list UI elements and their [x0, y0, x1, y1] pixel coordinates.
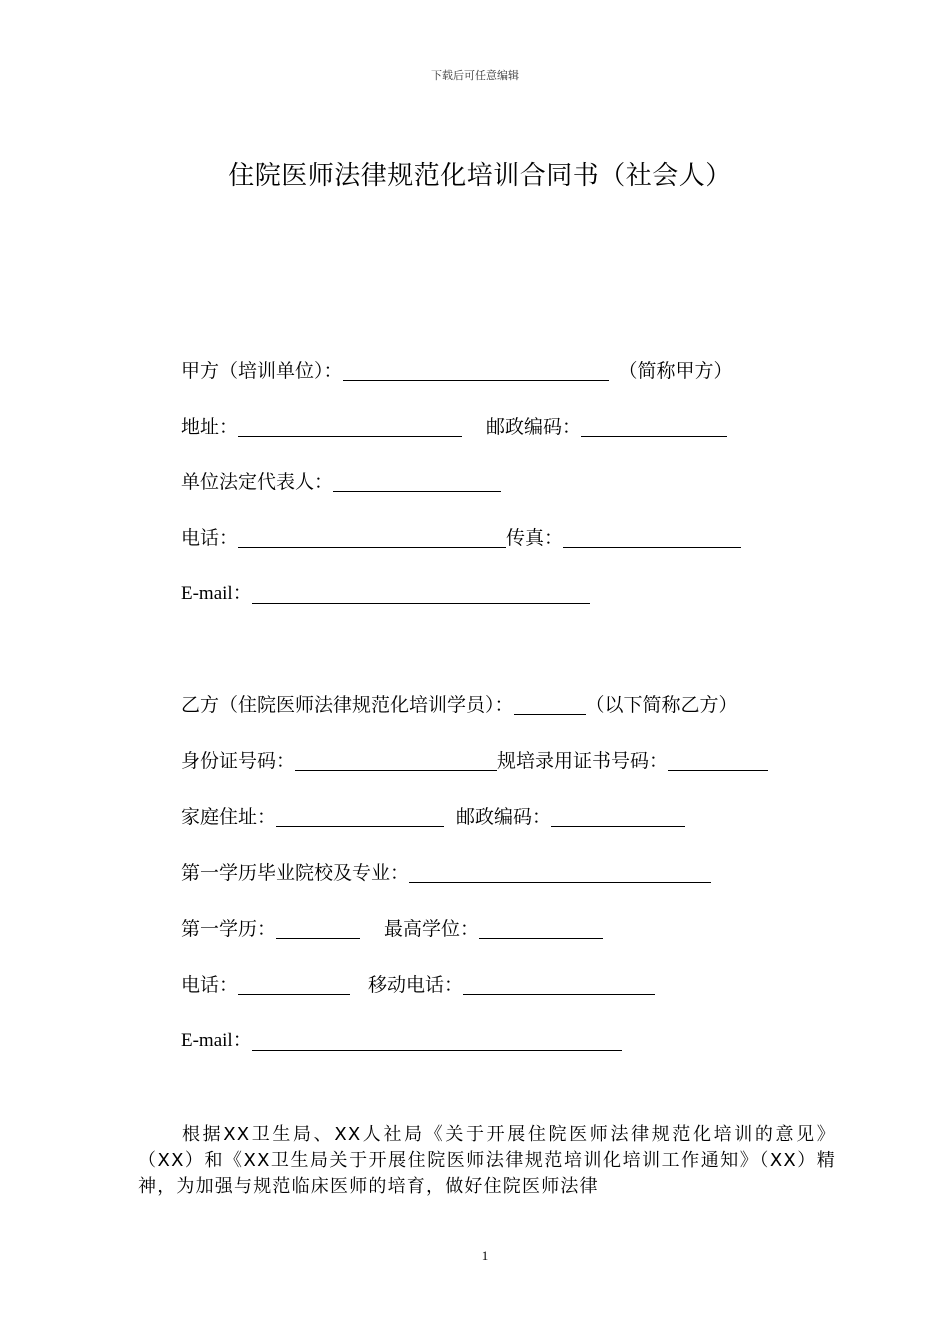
party-b-edu-field[interactable]	[276, 918, 360, 939]
party-b-mobile-label: 移动电话：	[368, 974, 464, 996]
party-b-email-row	[181, 1028, 622, 1054]
party-b-phone-label: 电话：	[181, 974, 239, 996]
party-b-name-label: 乙方（住院医师法律规范化培训学员）：	[181, 694, 514, 716]
party-a-fax-label: 传真：	[506, 527, 564, 549]
party-b-phone-row	[181, 972, 655, 998]
party-b-cert-field[interactable]	[668, 750, 768, 771]
party-a-name-label: 甲方（培训单位）：	[181, 360, 343, 382]
party-b-degree-label: 最高学位：	[384, 918, 480, 940]
party-a-address-field[interactable]	[238, 416, 462, 437]
party-a-address-row	[181, 414, 727, 440]
party-a-phone-field[interactable]	[238, 527, 506, 548]
party-b-postcode-field[interactable]	[551, 806, 685, 827]
party-b-email-field[interactable]	[252, 1030, 622, 1051]
party-a-email-field[interactable]	[252, 583, 590, 604]
party-b-id-label: 身份证号码：	[181, 750, 296, 772]
party-a-rep-label: 单位法定代表人：	[181, 471, 334, 493]
party-b-degree-field[interactable]	[479, 918, 603, 939]
party-a-rep-row	[181, 469, 501, 495]
page-number: 1	[481, 1248, 489, 1263]
party-b-home-field[interactable]	[276, 806, 444, 827]
party-a-postcode-field[interactable]	[581, 416, 727, 437]
party-b-school-field[interactable]	[409, 862, 711, 883]
party-b-home-row	[181, 804, 685, 830]
party-b-name-field[interactable]	[514, 694, 586, 715]
header-note: 下载后可任意编辑	[431, 69, 519, 82]
party-b-mobile-field[interactable]	[463, 974, 655, 995]
party-b-email-label: E-mail：	[181, 1030, 252, 1051]
party-b-name-row	[181, 692, 738, 718]
party-b-school-row	[181, 860, 711, 886]
party-a-name-row	[181, 358, 733, 384]
party-b-id-row	[181, 748, 768, 774]
party-b-edu-label: 第一学历：	[181, 918, 277, 940]
contract-title: 住院医师法律规范化培训合同书（社会人）	[228, 161, 732, 191]
party-a-rep-field[interactable]	[333, 471, 501, 492]
contract-paragraph: 根据XX卫生局、XX人社局《关于开展住院医师法律规范化培训的意见》（XX）和《XX卫生局关于开展住院医师法律规范培训化培训工作通知》（XX）精神，为加强与规范临床医师的培育，做好住院医师法律	[138, 1124, 836, 1197]
party-b-id-field[interactable]	[295, 750, 497, 771]
party-a-phone-row	[181, 525, 741, 551]
party-a-email-label: E-mail：	[181, 583, 252, 604]
party-b-postcode-label: 邮政编码：	[456, 806, 552, 828]
party-a-postcode-label: 邮政编码：	[486, 416, 582, 438]
party-b-school-label: 第一学历毕业院校及专业：	[181, 862, 410, 884]
party-a-address-label: 地址：	[181, 416, 239, 438]
party-a-fax-field[interactable]	[563, 527, 741, 548]
contract-body	[138, 1122, 836, 1200]
party-b-phone-field[interactable]	[238, 974, 350, 995]
party-a-email-row	[181, 581, 590, 607]
party-a-phone-label: 电话：	[181, 527, 239, 549]
party-a-name-field[interactable]	[343, 360, 609, 381]
party-a-name-suffix: （简称甲方）	[618, 360, 733, 382]
party-b-name-suffix: （以下简称乙方）	[585, 694, 738, 716]
party-b-cert-label: 规培录用证书号码：	[497, 750, 669, 772]
party-b-edu-row	[181, 916, 603, 942]
party-b-home-label: 家庭住址：	[181, 806, 277, 828]
